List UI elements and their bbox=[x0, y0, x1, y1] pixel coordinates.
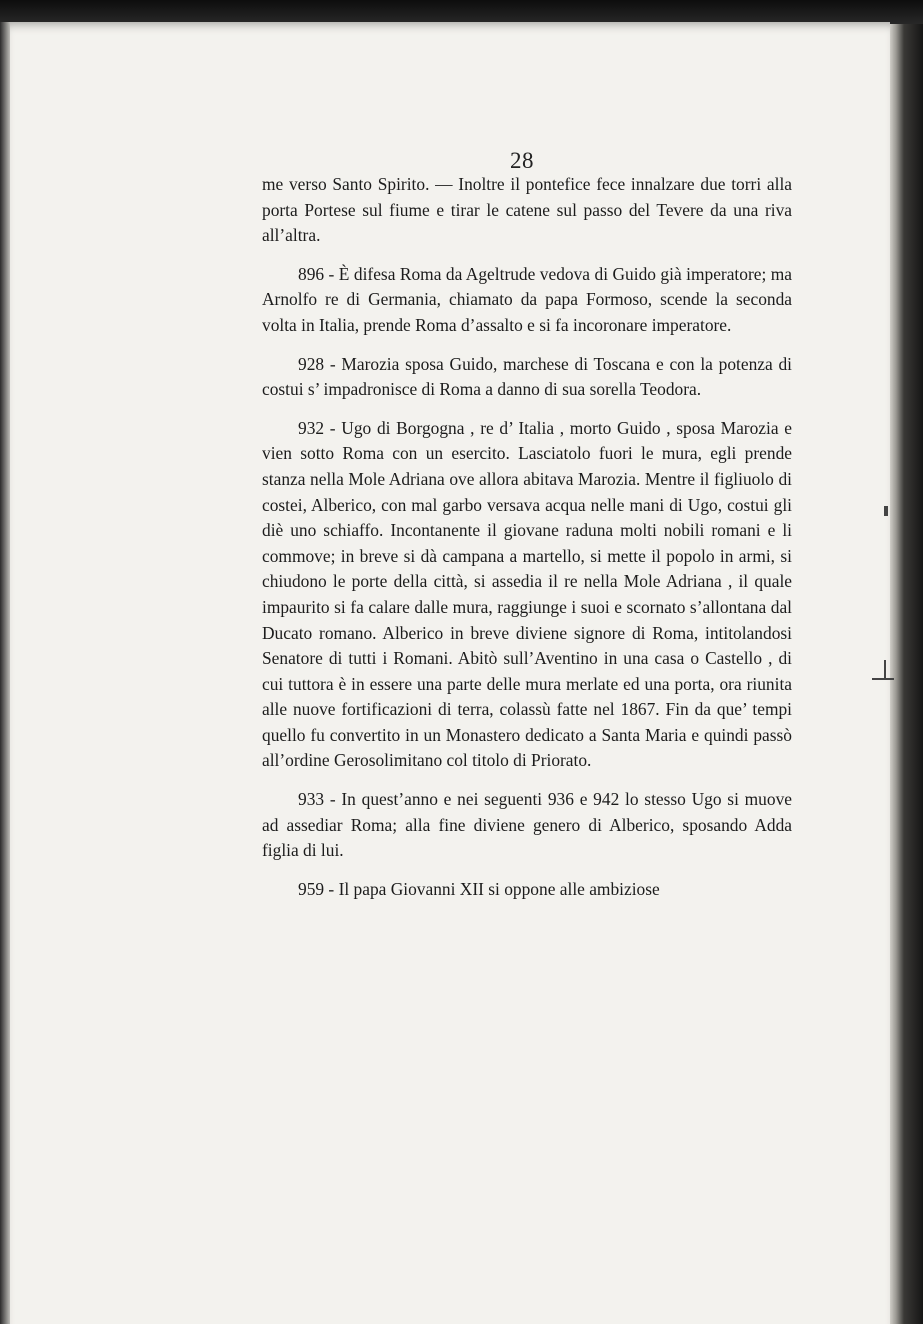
chronicle-entry-896: 896 - È difesa Roma da Ageltrude vedova di Guido già imperatore; ma Arnolfo re di Germania, chiamato da papa Formoso, scende la seconda volta in Italia, prende Roma d’assalto e si fa incoronare imperatore. bbox=[262, 263, 792, 335]
chronicle-entry-959: 959 - Il papa Giovanni XII si oppone alle ambiziose bbox=[298, 878, 660, 899]
paragraph-continuation: me verso Santo Spirito. — Inoltre il pontefice fece innalzare due torri alla porta Portese sul fiume e tirar le catene sul passo del Tevere da una riva all’altra. bbox=[262, 174, 792, 246]
margin-tick-mark bbox=[872, 678, 894, 680]
page-body-text bbox=[262, 172, 792, 915]
chronicle-entry-928: 928 - Marozia sposa Guido, marchese di Toscana e con la potenza di costui s’ impadronisce di Roma a danno di sua sorella Teodora. bbox=[262, 353, 792, 400]
chronicle-entry-933: 933 - In quest’anno e nei seguenti 936 e 942 lo stesso Ugo si muove ad assediar Roma; alla fine diviene genero di Alberico, sposando Adda figlia di lui. bbox=[262, 789, 792, 861]
page-number: 28 bbox=[510, 148, 534, 173]
margin-tick-mark bbox=[884, 506, 888, 516]
chronicle-entry-932: 932 - Ugo di Borgogna , re d’ Italia , morto Guido , sposa Marozia e vien sotto Roma con un esercito. Lasciatolo fuori le mura, egli prende stanza nella Mole Adriana ove allora abitava Marozia. Mentre il figliuolo di costei, Alberico, con mal garbo versava acqua nelle mani di Ugo, costui gli diè uno schiaffo. Incontanente il giovane raduna molti nobili romani e li commove; in breve si dà campana a martello, si mette il popolo in armi, si chiudono le porte della città, si assedia il re nella Mole Adriana , il quale impaurito si fa calare dalle mura, raggiunge i suoi e scornato s’allontana dal Ducato romano. Alberico in breve diviene signore di Roma, intitolandosi Senatore di tutti i Romani. Abitò sull’Aventino in una casa o Castello , di cui tuttora è in essere una parte delle mura merlate ed una porta, ora riunita alle nuove fortificazioni di terra, colassù fatte nel 1867. Fin da que’ tempi quello fu convertito in un Monastero dedicato a Santa Maria e quindi passò all’ordine Gerosolimitano col titolo di Priorato. bbox=[262, 417, 792, 771]
margin-tick-mark bbox=[884, 660, 886, 678]
page-gutter-edge bbox=[890, 24, 923, 1324]
